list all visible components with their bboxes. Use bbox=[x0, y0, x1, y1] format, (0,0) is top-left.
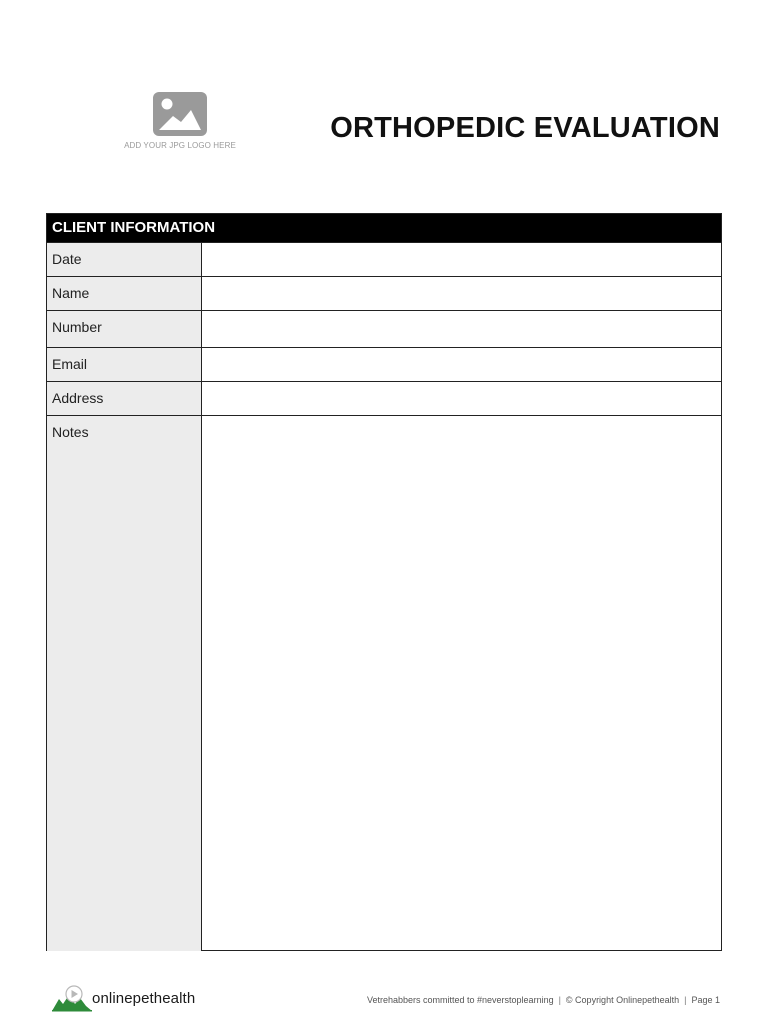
footer-tagline: Vetrehabbers committed to #neverstoplearning bbox=[366, 995, 554, 1005]
date-label: Date bbox=[47, 243, 202, 276]
notes-field[interactable] bbox=[202, 416, 721, 951]
image-placeholder-icon bbox=[151, 90, 209, 138]
notes-row bbox=[47, 415, 721, 951]
email-row bbox=[47, 347, 721, 381]
page-number: Page 1 bbox=[691, 995, 720, 1005]
date-field[interactable] bbox=[202, 243, 721, 276]
onlinepethealth-logo-icon bbox=[50, 984, 94, 1012]
footer-brand bbox=[50, 984, 195, 1012]
section-header: CLIENT INFORMATION bbox=[47, 214, 721, 242]
number-row bbox=[47, 310, 721, 347]
brand-name: onlinepethealth bbox=[92, 989, 196, 1007]
footer-credit: Vetrehabbers committed to #neverstoplearning | © Copyright Onlinepethealth | Page 1 bbox=[366, 995, 720, 1005]
name-field[interactable] bbox=[202, 277, 721, 310]
page-title: ORTHOPEDIC EVALUATION bbox=[330, 112, 720, 144]
logo-placeholder[interactable] bbox=[120, 90, 240, 152]
notes-label: Notes bbox=[47, 416, 202, 951]
address-row bbox=[47, 381, 721, 415]
email-label: Email bbox=[47, 348, 202, 381]
date-row bbox=[47, 242, 721, 276]
email-field[interactable] bbox=[202, 348, 721, 381]
address-field[interactable] bbox=[202, 382, 721, 415]
logo-caption: ADD YOUR JPG LOGO HERE bbox=[124, 141, 236, 150]
number-label: Number bbox=[47, 311, 202, 347]
name-label: Name bbox=[47, 277, 202, 310]
name-row bbox=[47, 276, 721, 310]
address-label: Address bbox=[47, 382, 202, 415]
footer-copyright: © Copyright Onlinepethealth bbox=[565, 995, 680, 1005]
client-information-table bbox=[46, 213, 722, 951]
number-field[interactable] bbox=[202, 311, 721, 347]
